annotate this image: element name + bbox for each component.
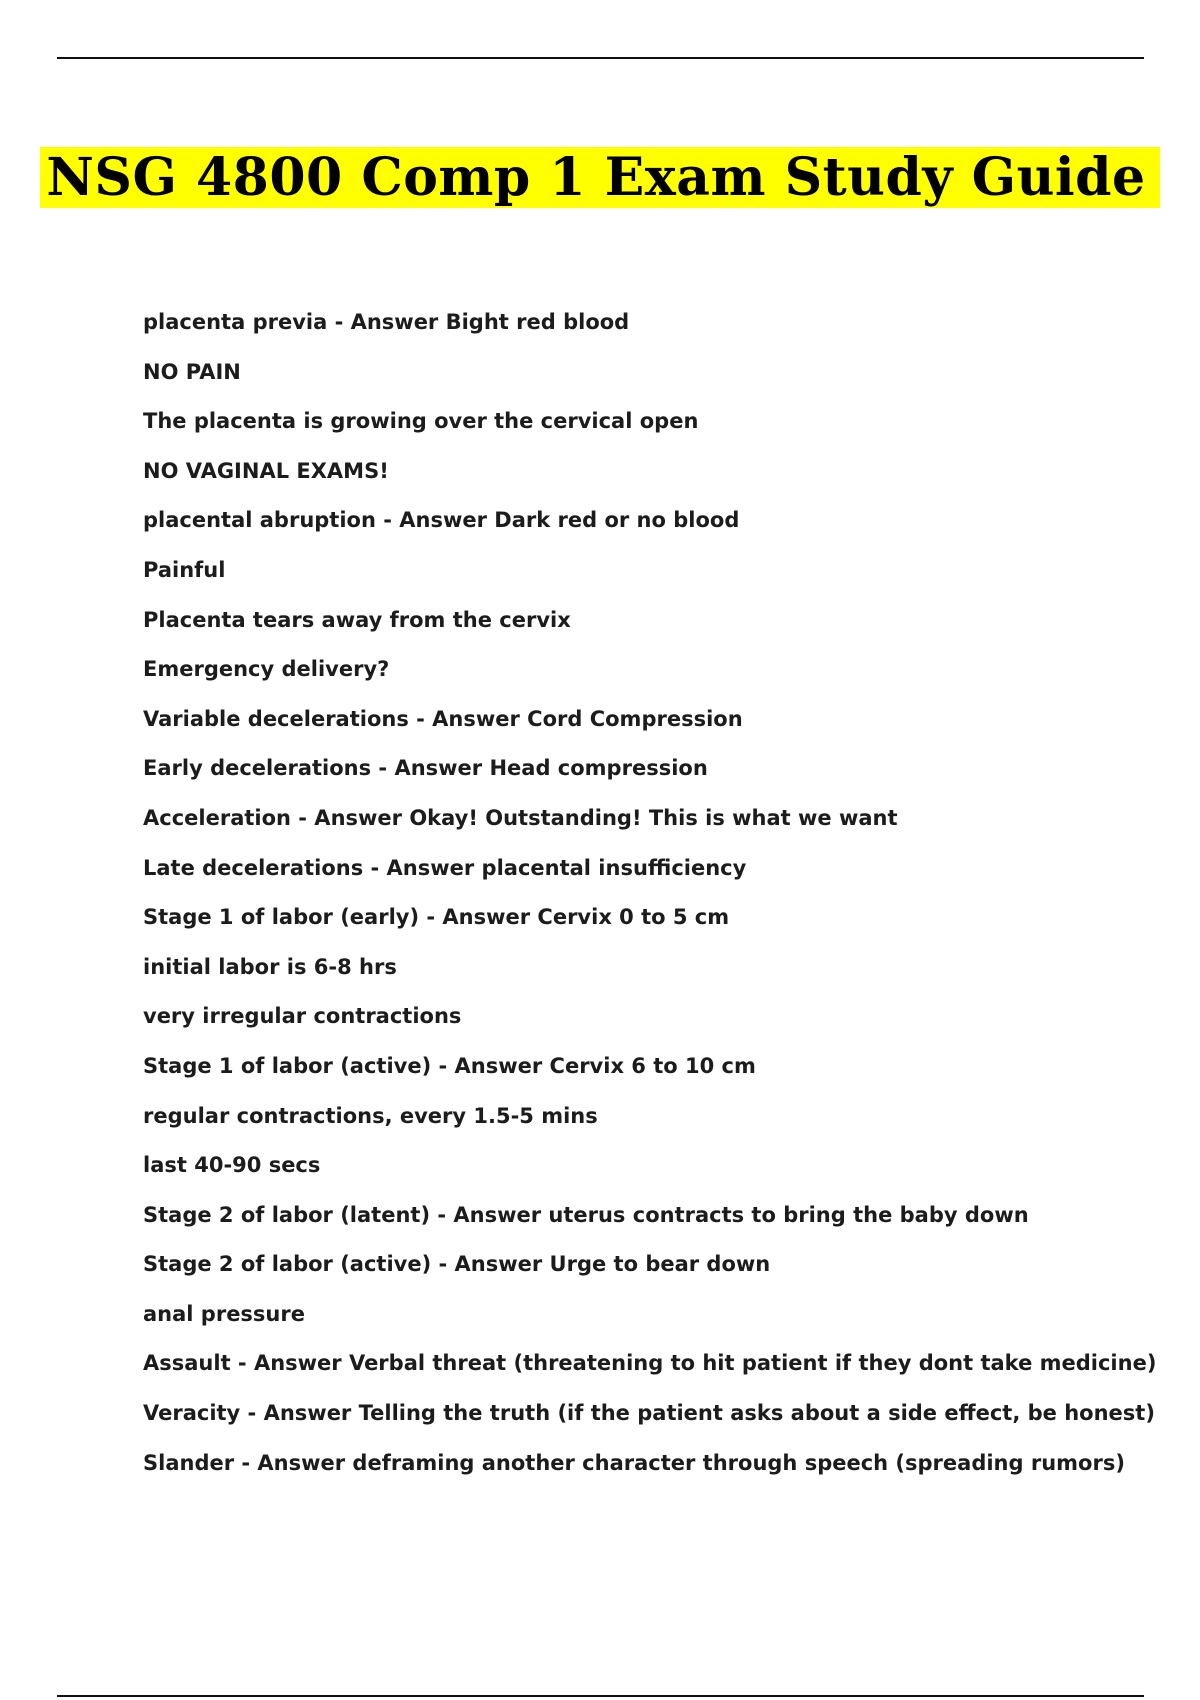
study-line: anal pressure [143,1301,305,1326]
study-line: Emergency delivery? [143,657,390,682]
study-line: NO PAIN [143,359,241,384]
study-line: Assault - Answer Verbal threat (threatening to hit patient if they dont take medicine) [143,1351,1157,1376]
study-line: Variable decelerations - Answer Cord Compression [143,706,743,731]
study-line: placental abruption - Answer Dark red or no blood [143,508,740,533]
study-line: Stage 1 of labor (active) - Answer Cervix 6 to 10 cm [143,1053,756,1078]
study-line: Stage 2 of labor (latent) - Answer uterus contracts to bring the baby down [143,1202,1029,1227]
bottom-rule [57,1695,1144,1697]
top-rule [57,57,1144,59]
study-line: The placenta is growing over the cervical open [143,409,699,434]
study-line: Painful [143,557,226,582]
study-guide-list [143,310,1157,1500]
study-line: Early decelerations - Answer Head compression [143,756,708,781]
study-line: Veracity - Answer Telling the truth (if the patient asks about a side effect, be honest) [143,1401,1155,1426]
study-line: placenta previa - Answer Bight red blood [143,310,630,334]
study-line: last 40-90 secs [143,1153,321,1178]
study-line: Acceleration - Answer Okay! Outstanding! This is what we want [143,805,898,830]
study-line: very irregular contractions [143,1004,462,1029]
study-line: regular contractions, every 1.5-5 mins [143,1103,598,1128]
study-line: Stage 1 of labor (early) - Answer Cervix 0 to 5 cm [143,905,730,930]
document-title [0,140,1200,215]
study-line: Placenta tears away from the cervix [143,607,571,632]
study-line: NO VAGINAL EXAMS! [143,458,389,483]
study-line: initial labor is 6-8 hrs [143,954,397,979]
title-highlight: NSG 4800 Comp 1 Exam Study Guide [40,147,1159,208]
study-line: Slander - Answer deframing another character through speech (spreading rumors) [143,1450,1125,1475]
study-line: Stage 2 of labor (active) - Answer Urge to bear down [143,1252,771,1277]
study-line: Late decelerations - Answer placental insufficiency [143,855,747,880]
